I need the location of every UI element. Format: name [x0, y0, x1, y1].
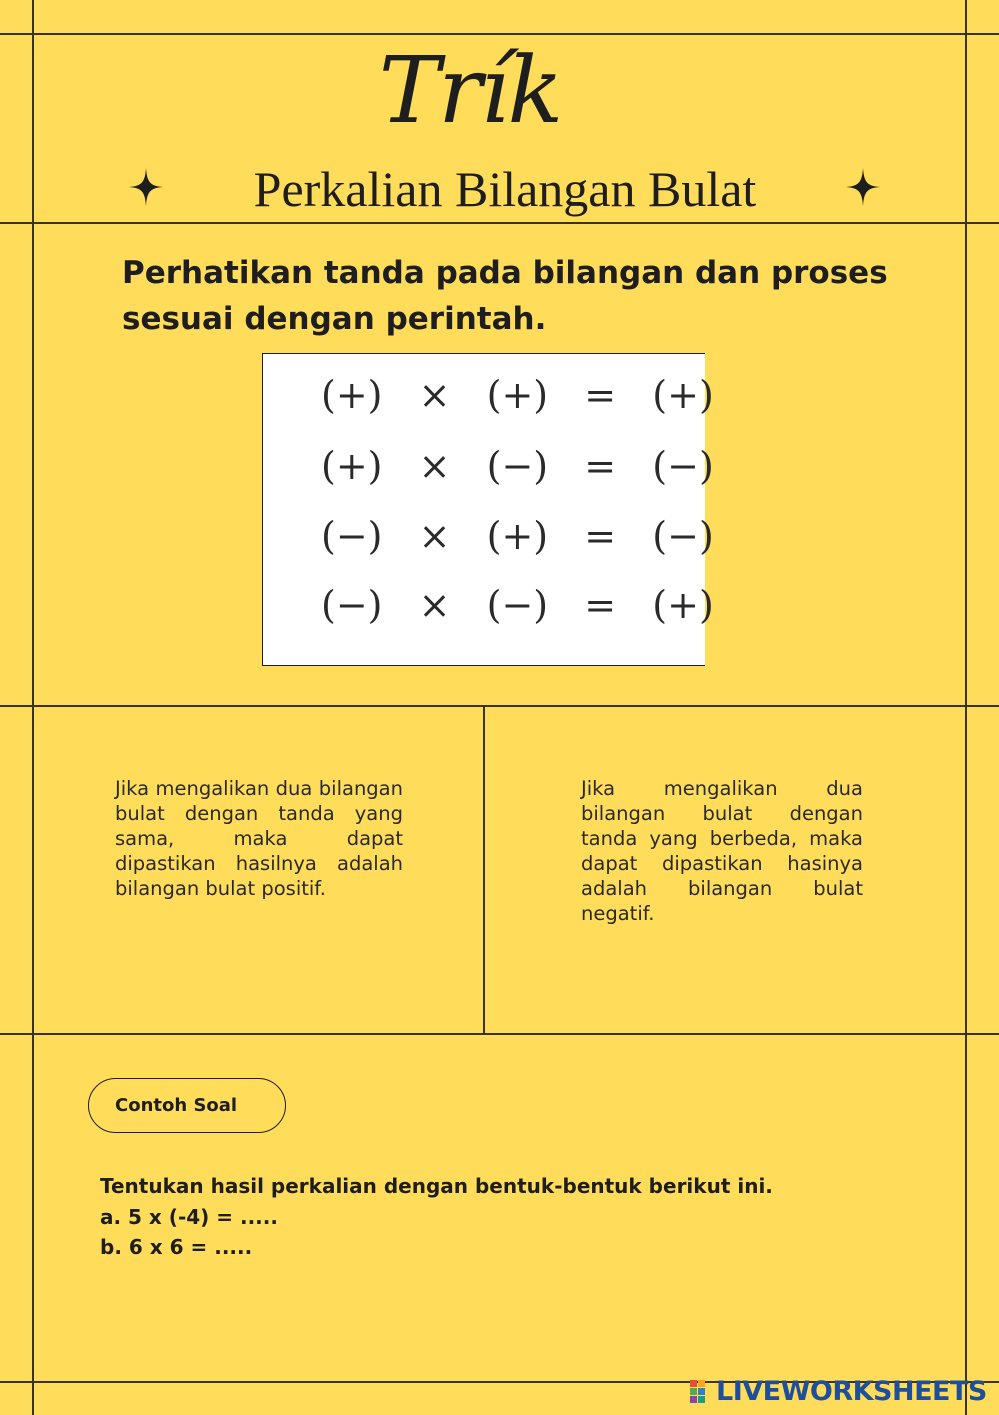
- frame-line-top: [0, 33, 999, 35]
- sign-rule-row: (+) × (−) = (−): [321, 444, 714, 488]
- frame-line-center-divider: [483, 706, 485, 1033]
- example-prompt: Tentukan hasil perkalian dengan bentuk-bentuk berikut ini.: [100, 1174, 773, 1198]
- example-badge: [88, 1078, 286, 1133]
- example-item-b: b. 6 x 6 = .....: [100, 1235, 253, 1259]
- sign-rule-row: (+) × (+) = (+): [321, 373, 714, 417]
- instruction-text: Perhatikan tanda pada bilangan dan proses sesuai dengan perintah.: [122, 255, 888, 337]
- example-badge-label: Contoh Soal: [115, 1095, 238, 1116]
- sparkle-icon-right: [846, 168, 880, 206]
- frame-line-lower: [0, 1033, 999, 1035]
- watermark-text: LIVEWORKSHEETS: [716, 1376, 987, 1407]
- example-item-a: a. 5 x (-4) = .....: [100, 1205, 278, 1229]
- frame-line-header-bottom: [0, 222, 999, 224]
- sparkle-icon-left: [129, 168, 163, 206]
- page-title: Trík: [378, 37, 562, 144]
- sign-rules-table: [262, 353, 714, 666]
- liveworksheets-logo-icon: [690, 1380, 714, 1404]
- explanation-same-sign: Jika mengalikan dua bilangan bulat dengan tanda yang sama, maka dapat dipastikan hasilnya adalah bilangan bulat positif.: [115, 777, 403, 900]
- frame-line-right: [965, 0, 967, 1415]
- sign-rule-row: (−) × (+) = (−): [321, 514, 714, 558]
- page-subtitle: Perkalian Bilangan Bulat: [253, 161, 757, 217]
- frame-line-middle: [0, 705, 999, 707]
- sign-rule-row: (−) × (−) = (+): [321, 583, 714, 627]
- frame-line-left: [32, 0, 34, 1415]
- explanation-different-sign: Jika mengalikan dua bilangan bulat dengan tanda yang berbeda, maka dapat dipastikan hasinya adalah bilangan bulat negatif.: [581, 777, 863, 925]
